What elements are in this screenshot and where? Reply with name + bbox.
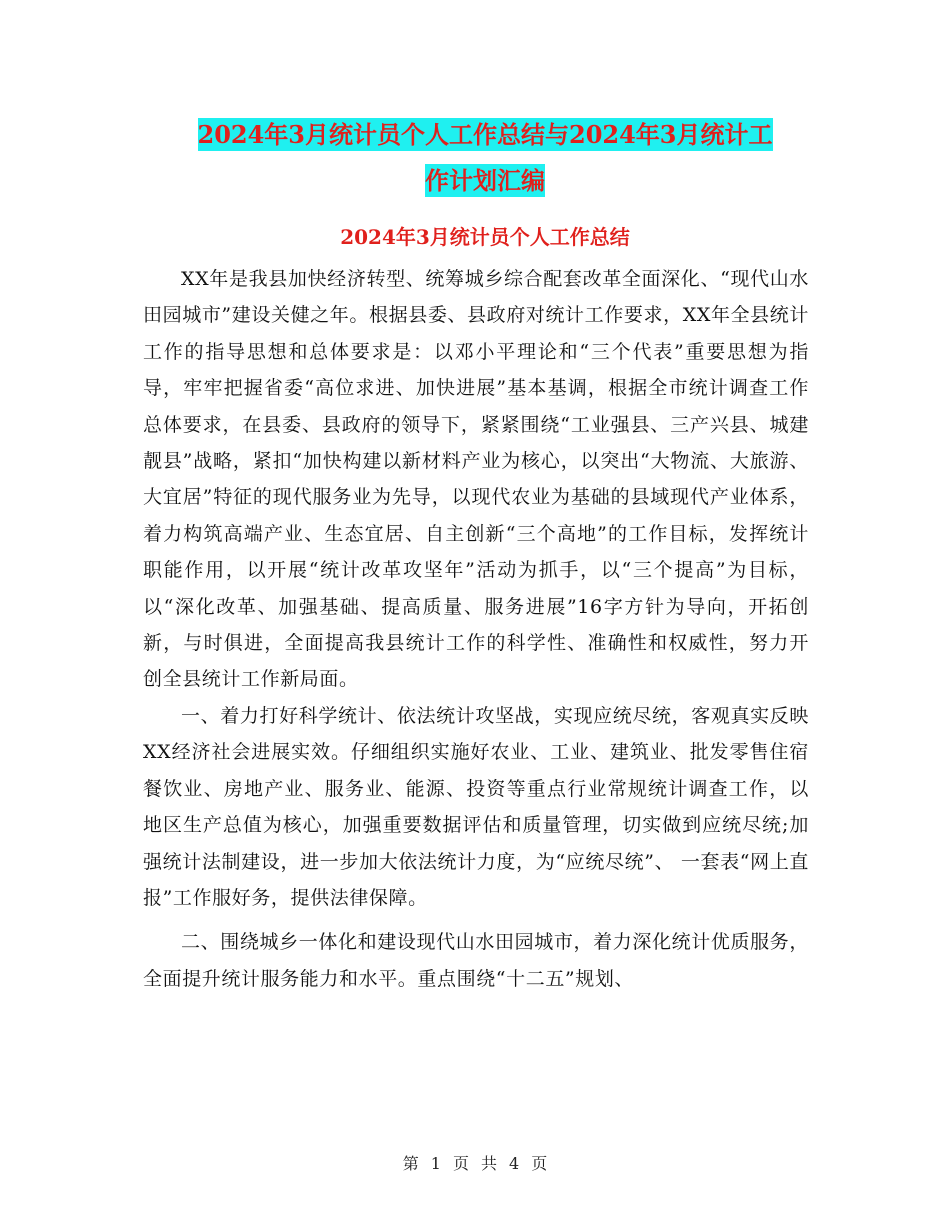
footer-prefix: 第 (402, 1154, 419, 1173)
document-title-line1: 2024年3月统计员个人工作总结与2024年3月统计工 (197, 120, 773, 149)
paragraph-point-two: 二、围绕城乡一体化和建设现代山水田园城市，着力深化统计优质服务，全面提升统计服务能力和水平。重点围绕“十二五”规划、 (143, 931, 809, 990)
footer-total-prefix: 共 (481, 1154, 498, 1173)
document-title-line2: 作计划汇编 (425, 166, 545, 195)
footer-page-word: 页 (452, 1154, 469, 1173)
document-title (140, 112, 830, 204)
section-title: 2024年3月统计员个人工作总结 (340, 225, 630, 249)
footer-total-pages: 4 (509, 1154, 520, 1173)
paragraph-point-one: 一、着力打好科学统计、依法统计攻坚战，实现应统尽统，客观真实反映XX经济社会进展实效。仔细组织实施好农业、工业、建筑业、批发零售住宿餐饮业、房地产业、服务业、能源、投资等重点行业常规统计调查工作，以地区生产总值为核心，加强重要数据评估和质量管理，切实做到应统尽统;加强统计法制建设，进一步加大依法统计力度，为“应统尽统”、 一套表“网上直报”工作服好务，提供法律保障。 (143, 704, 810, 909)
page-footer (0, 1152, 950, 1176)
document-body (143, 261, 809, 997)
footer-suffix: 页 (531, 1154, 548, 1173)
paragraph-intro: XX年是我县加快经济转型、统筹城乡综合配套改革全面深化、“现代山水田园城市”建设关健之年。根据县委、县政府对统计工作要求，XX年全县统计工作的指导思想和总体要求是：以邓小平理论和“三个代表”重要思想为指导，牢牢把握省委“高位求进、加快进展”基本基调，根据全市统计调查工作总体要求，在县委、县政府的领导下，紧紧围绕“工业强县、三产兴县、城建靓县”战略，紧扣“加快构建以新材料产业为核心，以突出“大物流、大旅游、大宜居”特征的现代服务业为先导，以现代农业为基础的县域现代产业体系，着力构筑高端产业、生态宜居、自主创新“三个高地”的工作目标，发挥统计职能作用，以开展“统计改革攻坚年”活动为抓手，以“三个提高”为目标，以“深化改革、加强基础、提高质量、服务进展”16字方针为导向，开拓创新，与时俱进，全面提高我县统计工作的科学性、准确性和权威性，努力开创全县统计工作新局面。 (143, 268, 809, 691)
footer-page-number: 1 (430, 1154, 441, 1173)
